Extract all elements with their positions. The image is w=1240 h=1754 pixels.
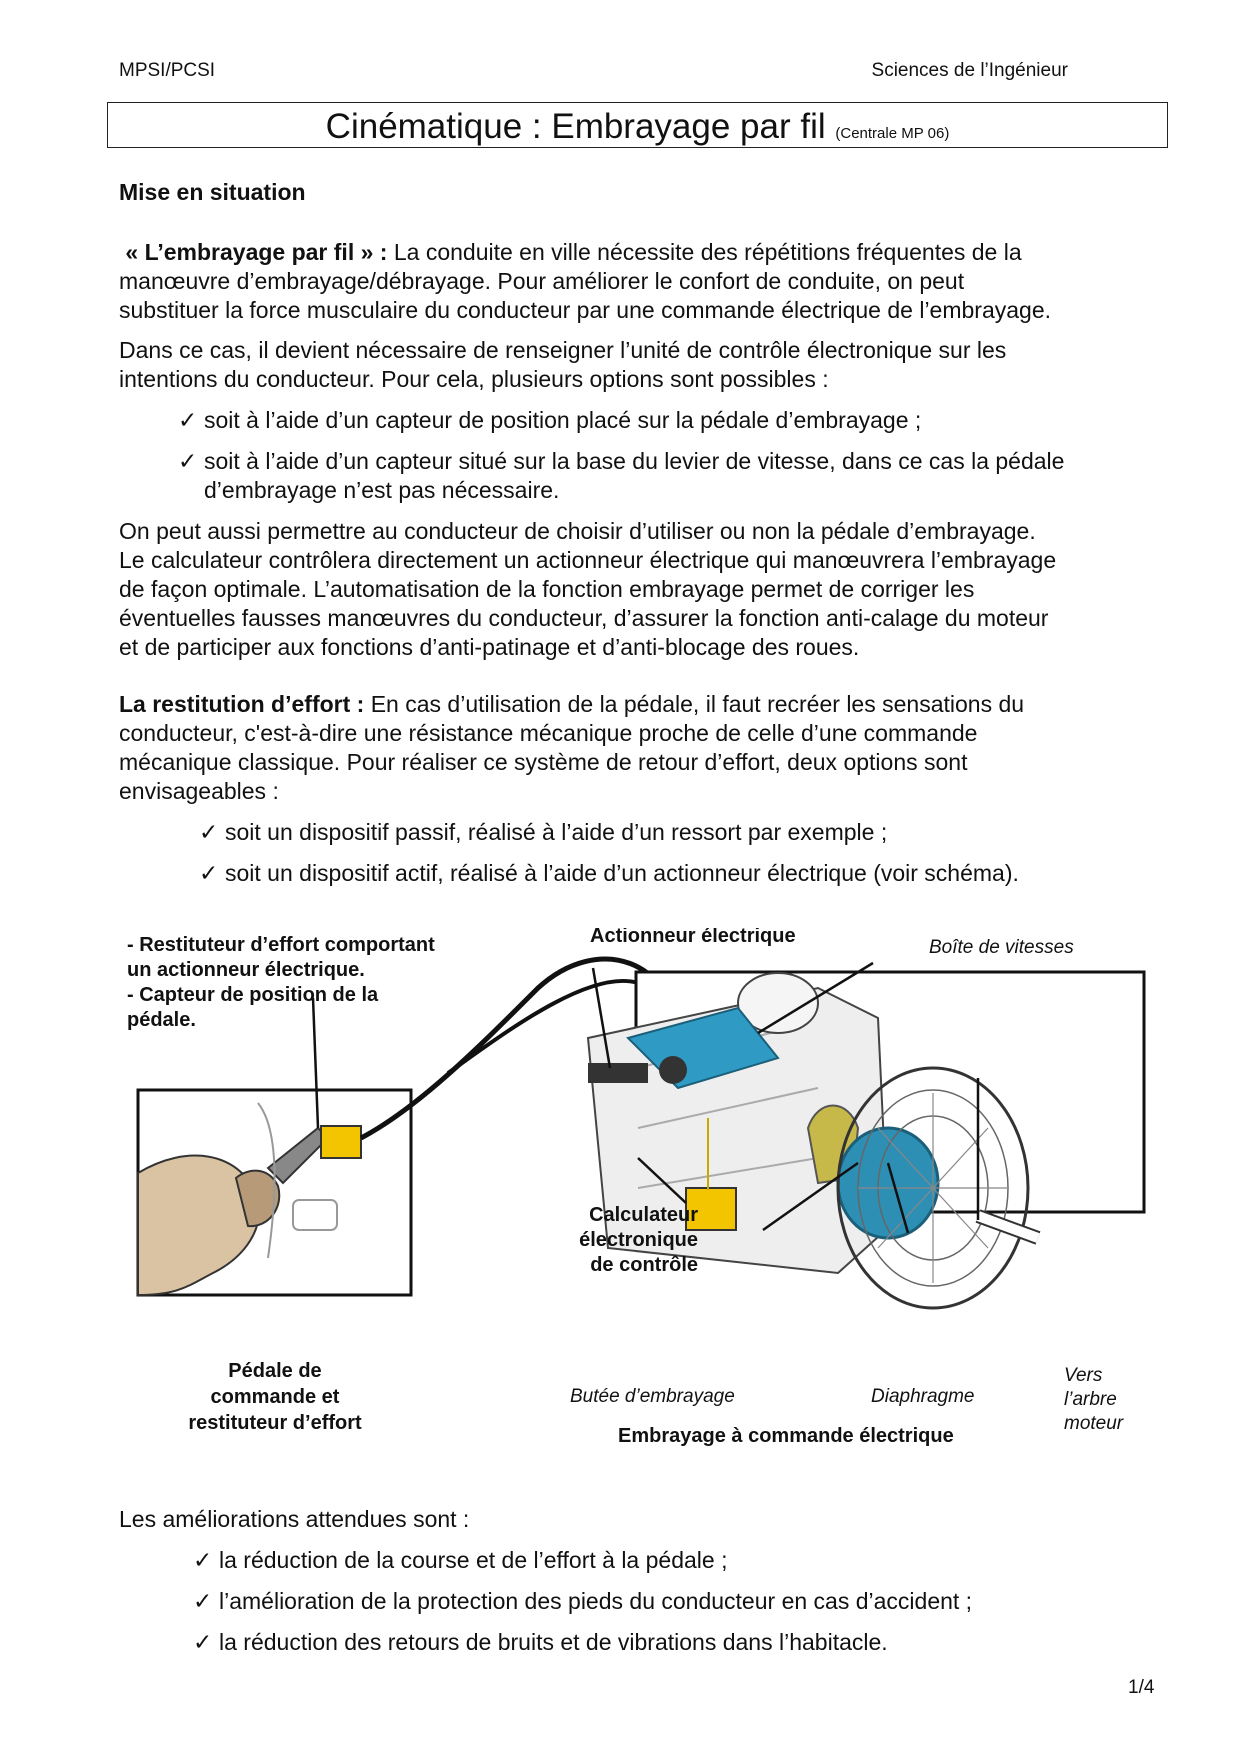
- check-icon: ✓: [199, 819, 219, 845]
- check-icon: ✓: [193, 1547, 213, 1573]
- label-calculateur: de contrôle: [590, 1254, 698, 1276]
- label-boite: Boîte de vitesses: [929, 937, 1074, 958]
- check-icon: ✓: [199, 860, 219, 886]
- paragraph-line: envisageables :: [119, 778, 279, 804]
- actuator-motor: [659, 1056, 687, 1084]
- label-calculateur: électronique: [579, 1229, 698, 1251]
- label-calculateur: Calculateur: [589, 1204, 698, 1226]
- check-icon: ✓: [193, 1629, 213, 1655]
- header-left: MPSI/PCSI: [119, 60, 216, 81]
- label-pedale: restituteur d’effort: [188, 1412, 362, 1434]
- label-pedale: Pédale de: [228, 1360, 322, 1382]
- label-vers: Vers: [1064, 1365, 1103, 1386]
- paragraph-line: de façon optimale. L’automatisation de la fonction embrayage permet de corriger les: [119, 576, 975, 602]
- label-restituteur: - Restituteur d’effort comportant: [127, 934, 435, 956]
- paragraph-line: Dans ce cas, il devient nécessaire de renseigner l’unité de contrôle électronique sur les: [119, 337, 1007, 363]
- label-butee: Butée d’embrayage: [570, 1386, 735, 1407]
- check-icon: ✓: [178, 448, 198, 474]
- check-icon: ✓: [178, 407, 198, 433]
- document-page: MPSI/PCSI Sciences de l’Ingénieur Cinématique : Embrayage par fil (Centrale MP 06) Mise en situation « L’embrayage par fil » : La conduite en ville nécessite des répétitions fréquentes de la manœuvre d’embrayage/débrayage. Pour améliorer le confort de conduite, on peut substituer la force musculaire du conducteur par une commande électrique de l’embrayage. Dans ce cas, il devient nécessaire de renseigner l’unité de contrôle électronique sur les intentions du conducteur. Pour cela, plusieurs options sont possibles : ✓ soit à l’aide d’un capteur de position placé sur la pédale d’embrayage ; ✓ soit à l’aide d’un capteur situé sur la base du levier de vitesse, dans ce cas la pédale d’embrayage n’est pas nécessaire. On peut aussi permettre au conducteur de choisir d’utiliser ou non la pédale d’embrayage. Le calculateur contrôlera directement un actionneur électrique qui manœuvrera l’embrayage de façon optimale. L’automatisation de la fonction embrayage permet de corriger les éventuelles fausses manœuvres du conducteur, d’assurer la fonction anti-calage du moteur et de participer aux fonctions d’anti-patinage et d’anti-blocage des roues. La restitution d’effort : En cas d’utilisation de la pédale, il faut recréer les sensations du conducteur, c'est-à-dire une résistance mécanique proche de celle d’une commande mécanique classique. Pour réaliser ce système de retour d’effort, deux options sont envisageables : ✓ soit un dispositif passif, réalisé à l’aide d’un ressort par exemple ; ✓ soit un dispositif actif, réalisé à l’aide d’un actionneur électrique (voir schéma). - Restituteur d’effort comportant un actionneur électrique. - Capteur de position de la pédale. Actionneur électrique Calculateur électronique de contrôle Pédale de commande et restituteur d’effort Embrayage à commande électrique Boîte de vitesses Butée d’embrayage Diaphragme Vers l’arbre moteur Les améliorations attendues sont : ✓ la réduction de la course et de l’effort à la pédale ; ✓ l’amélioration de la protection des pieds du conducteur en cas d’accident ; ✓ la réduction des retours de bruits et de vibrations dans l’habitacle. 1/4: [0, 0, 1240, 1754]
- label-restituteur: pédale.: [127, 1009, 196, 1031]
- paragraph-line: éventuelles fausses manœuvres du conducteur, d’assurer la fonction anti-calage du moteur: [119, 605, 1049, 631]
- paragraph-lead: « L’embrayage par fil » :: [125, 239, 388, 265]
- paragraph-restitution-effort: [119, 690, 1159, 806]
- paragraph-line: mécanique classique. Pour réaliser ce système de retour d’effort, deux options sont: [119, 749, 968, 775]
- label-vers: l’arbre: [1064, 1389, 1117, 1410]
- diaphragm-illustration: [838, 1068, 1028, 1308]
- paragraph-line: et de participer aux fonctions d’anti-patinage et d’anti-blocage des roues.: [119, 634, 860, 660]
- page-title: [108, 107, 1167, 147]
- paragraph-options: [119, 336, 1159, 394]
- section-title: Mise en situation: [119, 179, 306, 205]
- clutch-bearing: [838, 1128, 938, 1238]
- paragraph-line: « L’embrayage par fil » : La conduite en ville nécessite des répétitions fréquentes de la: [125, 239, 1022, 265]
- paragraph-lead: La restitution d’effort :: [119, 691, 365, 717]
- title-main: Cinématique : Embrayage par fil: [325, 107, 826, 146]
- paragraph-line: La restitution d’effort : En cas d’utilisation de la pédale, il faut recréer les sensations du: [119, 691, 1025, 717]
- label-pedale: commande et: [210, 1386, 340, 1408]
- title-reference: (Centrale MP 06): [835, 125, 950, 142]
- paragraph-line: conducteur, c'est-à-dire une résistance mécanique proche de celle d’une commande: [119, 720, 978, 746]
- paragraph-embrayage-par-fil: [119, 238, 1159, 325]
- label-diaphragme: Diaphragme: [871, 1386, 975, 1407]
- paragraph-line: manœuvre d’embrayage/débrayage. Pour améliorer le confort de conduite, on peut: [119, 268, 965, 294]
- paragraph-automatisation: [119, 517, 1159, 662]
- paragraph-line: On peut aussi permettre au conducteur de choisir d’utiliser ou non la pédale d’embrayage.: [119, 518, 1036, 544]
- label-restituteur: un actionneur électrique.: [127, 959, 365, 981]
- page-number: 1/4: [1128, 1677, 1155, 1698]
- shaft-arrow: [978, 1216, 1038, 1238]
- paragraph-line: substituer la force musculaire du conducteur par une commande électrique de l’embrayage.: [119, 297, 1052, 323]
- actuator-rod: [588, 1063, 648, 1083]
- label-restituteur: - Capteur de position de la: [127, 984, 379, 1006]
- paragraph-line: Le calculateur contrôlera directement un actionneur électrique qui manœuvrera l’embrayage: [119, 547, 1057, 573]
- paragraph-line: intentions du conducteur. Pour cela, plusieurs options sont possibles :: [119, 366, 829, 392]
- check-icon: ✓: [193, 1588, 213, 1614]
- clutch-diagram: [118, 928, 1158, 1473]
- title-box: [107, 102, 1168, 148]
- label-vers: moteur: [1064, 1413, 1124, 1434]
- header-right: Sciences de l’Ingénieur: [871, 60, 1068, 81]
- label-actionneur: Actionneur électrique: [590, 928, 796, 947]
- improvements-intro: Les améliorations attendues sont :: [119, 1506, 470, 1532]
- figure-caption: Embrayage à commande électrique: [618, 1425, 954, 1447]
- pedal-actuator-box: [321, 1126, 361, 1158]
